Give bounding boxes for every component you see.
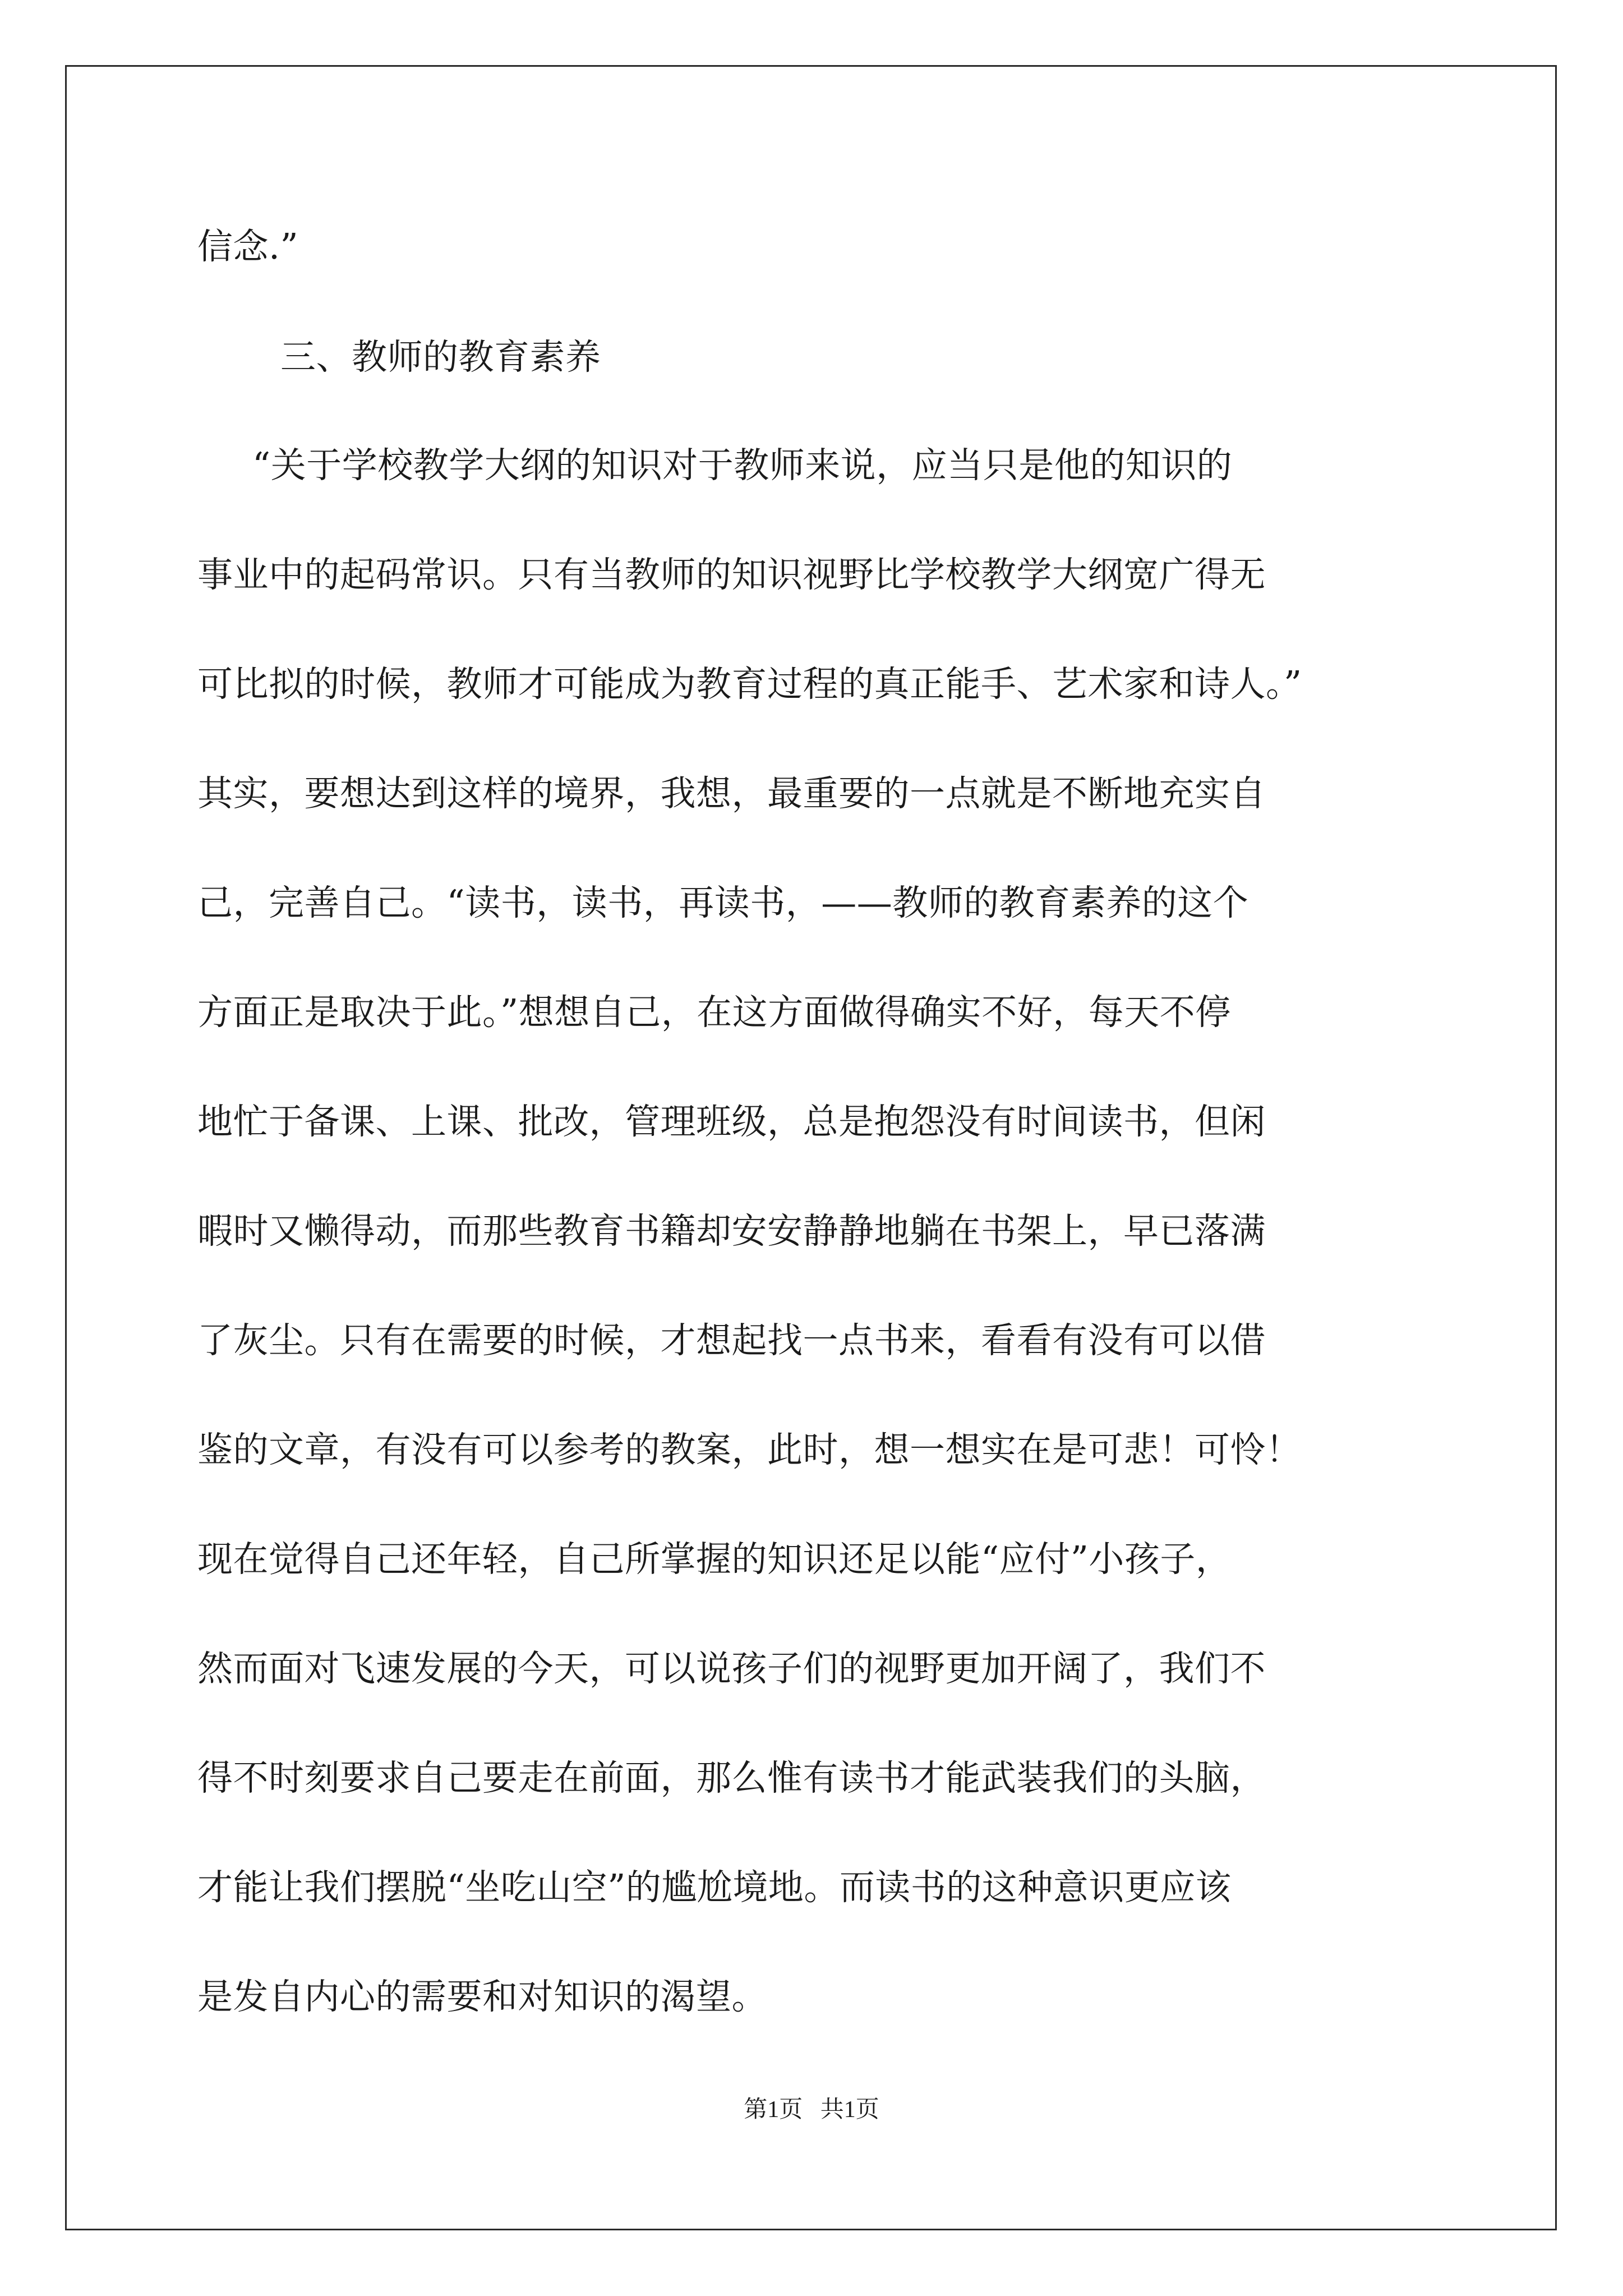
text-line: 方面正是取决于此。”想想自己，在这方面做得确实不好，每天不停	[197, 992, 1231, 1033]
text-line: 鉴的文章，有没有可以参考的教案，此时，想一想实在是可悲！可怜！	[197, 1429, 1302, 1470]
text-line: 其实，要想达到这样的境界，我想，最重要的一点就是不断地充实自	[197, 773, 1266, 814]
text-line: 是发自内心的需要和对知识的渴望。	[197, 1976, 767, 2017]
section-heading: 三、教师的教育素养	[280, 337, 601, 378]
text-line: 地忙于备课、上课、批改，管理班级，总是抱怨没有时间读书，但闲	[197, 1101, 1266, 1142]
text-line: 信念.”	[197, 226, 299, 267]
page-footer: 第1页 共1页	[744, 2097, 879, 2123]
text-line: 可比拟的时候，教师才可能成为教育过程的真正能手、艺术家和诗人。”	[197, 664, 1302, 705]
text-line: 了灰尘。只有在需要的时候，才想起找一点书来，看看有没有可以借	[197, 1320, 1266, 1361]
text-line: 然而面对飞速发展的今天，可以说孩子们的视野更加开阔了，我们不	[197, 1648, 1266, 1689]
text-line: 事业中的起码常识。只有当教师的知识视野比学校教学大纲宽广得无	[197, 554, 1266, 595]
text-line: 暇时又懒得动，而那些教育书籍却安安静静地躺在书架上，早已落满	[197, 1211, 1266, 1251]
text-line: 己，完善自己。“读书，读书，再读书，——教师的教育素养的这个	[197, 882, 1249, 923]
text-line: 才能让我们摆脱“坐吃山空”的尴尬境地。而读书的这种意识更应该	[197, 1867, 1232, 1908]
text-line: 现在觉得自己还年轻，自己所掌握的知识还足以能“应付”小孩子，	[197, 1539, 1232, 1580]
text-line: “关于学校教学大纲的知识对于教师来说，应当只是他的知识的	[252, 445, 1233, 486]
text-line: 得不时刻要求自己要走在前面，那么惟有读书才能武装我们的头脑，	[197, 1757, 1266, 1798]
